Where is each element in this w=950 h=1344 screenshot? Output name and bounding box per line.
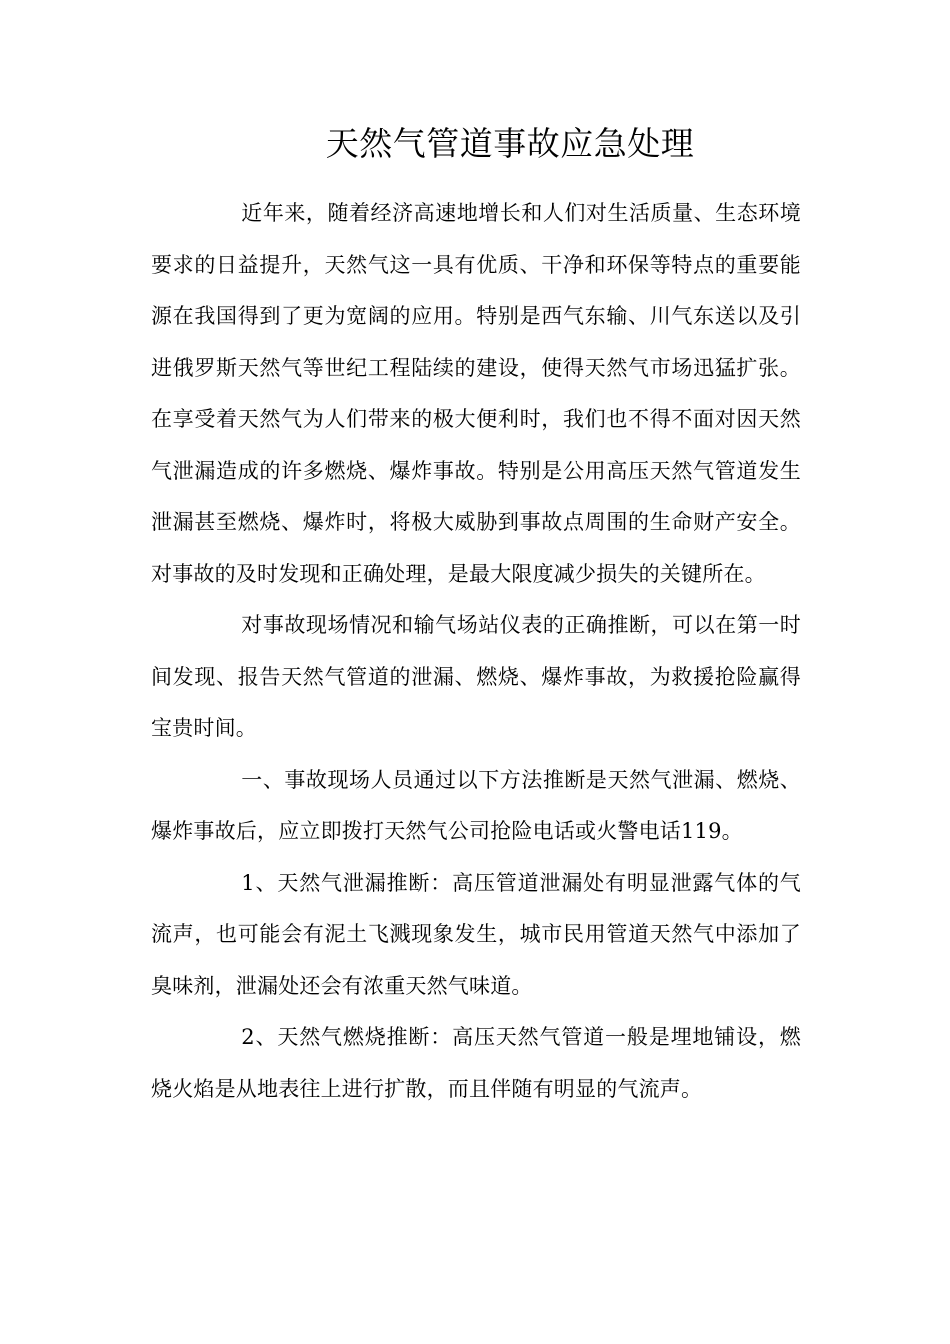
document-title: 天然气管道事故应急处理 <box>325 124 695 163</box>
paragraph-combustion-judgement: 2、天然气燃烧推断：高压天然气管道一般是埋地铺设，燃烧火焰是从地表往上进行扩散，而且伴随有明显的气流声。 <box>151 1025 801 1101</box>
paragraph-intro: 近年来，随着经济高速地增长和人们对生活质量、生态环境要求的日益提升，天然气这一具有优质、干净和环保等特点的重要能源在我国得到了更为宽阔的应用。特别是西气东输、川气东送以及引进俄罗斯天然气等世纪工程陆续的建设，使得天然气市场迅猛扩张。在享受着天然气为人们带来的极大便利时，我们也不得不面对因天然气泄漏造成的许多燃烧、爆炸事故。特别是公用高压天然气管道发生泄漏甚至燃烧、爆炸时，将极大威胁到事故点周围的生命财产安全。对事故的及时发现和正确处理，是最大限度减少损失的关键所在。 <box>151 201 801 586</box>
paragraph-judgement: 对事故现场情况和输气场站仪表的正确推断，可以在第一时间发现、报告天然气管道的泄漏、燃烧、爆炸事故，为救援抢险赢得宝贵时间。 <box>151 613 801 740</box>
paragraph-leak-judgement: 1、天然气泄漏推断：高压管道泄漏处有明显泄露气体的气流声，也可能会有泥土飞溅现象发生，城市民用管道天然气中添加了臭味剂，泄漏处还会有浓重天然气味道。 <box>151 870 801 998</box>
paragraph-section-one: 一、事故现场人员通过以下方法推断是天然气泄漏、燃烧、爆炸事故后，应立即拨打天然气公司抢险电话或火警电话119。 <box>151 767 801 843</box>
document-body <box>151 188 801 1115</box>
